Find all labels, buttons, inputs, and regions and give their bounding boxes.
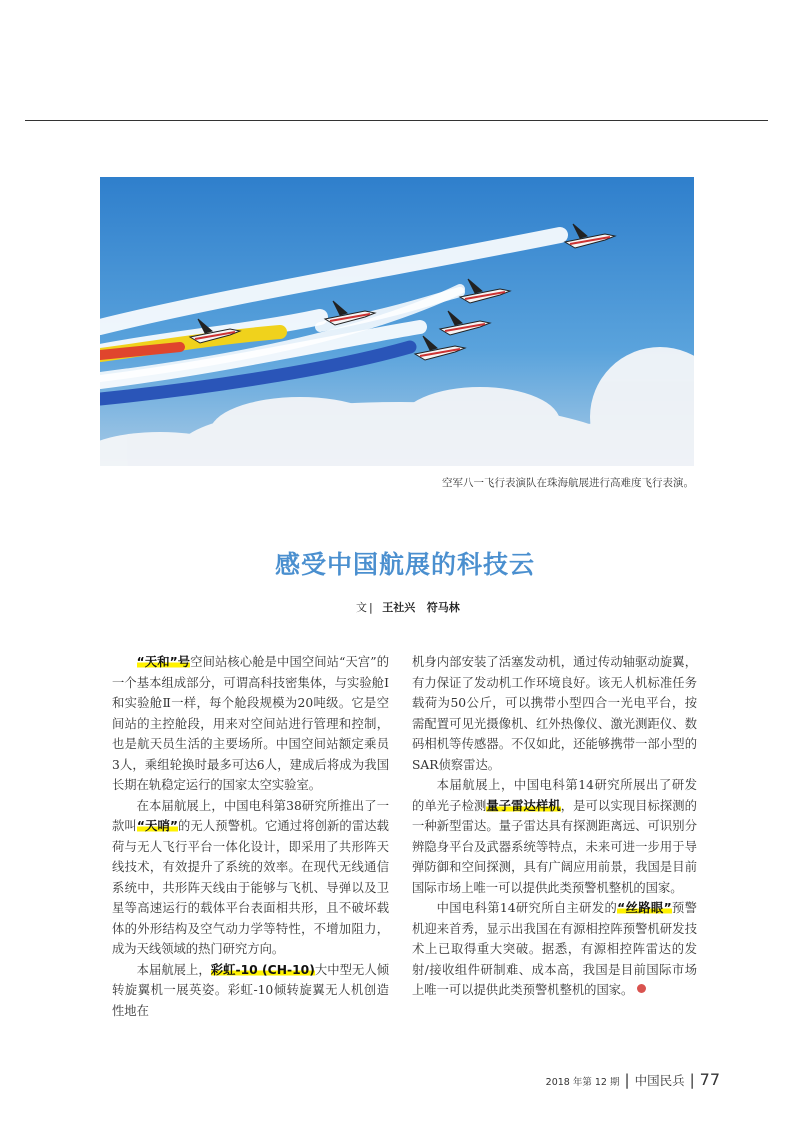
page-number: 77 xyxy=(699,1070,720,1089)
paragraph-text: 中国电科第14研究所自主研发的 xyxy=(436,901,618,915)
article-photo xyxy=(100,177,694,466)
highlight-term: “丝路眼” xyxy=(617,901,672,915)
paragraph xyxy=(112,652,389,796)
text-column-right xyxy=(412,652,697,1001)
paragraph-text: 本届航展上， xyxy=(136,962,211,977)
aerobatic-jets-photo xyxy=(100,177,694,466)
paragraph xyxy=(112,796,389,960)
paragraph-text: ，是可以实现目标探测的一种新型雷达。量子雷达具有探测距离远、可识别分辨隐身平台及武器系统等特点，未来可进一步用于导弹防御和空间探测，具有广阔应用前景，我国是目前国际市场上唯一可以提供此类预警机整机的国家。 xyxy=(412,798,697,895)
paragraph xyxy=(412,775,697,898)
paragraph-text: 的无人预警机。它通过将创新的雷达载荷与无人飞行平台一体化设计，即采用了共形阵天线技术，有效提升了系统的效率。在现代无线通信系统中，共形阵天线由于能够与飞机、导弹以及卫星等高速运行的载体平台表面相共形，且不破坏载体的外形结构及空气动力学等特性，不增加阻力，成为天线领域的热门研究方向。 xyxy=(112,819,389,956)
highlight-term: 量子雷达样机 xyxy=(486,798,561,813)
magazine-name: 中国民兵 xyxy=(634,1073,685,1088)
highlight-term: 彩虹-10 (CH-10) xyxy=(210,962,315,977)
photo-caption: 空军八一飞行表演队在珠海航展进行高难度飞行表演。 xyxy=(442,477,694,489)
paragraph-text: 在本届航展上，中国电科第38研究所推出了一款叫 xyxy=(112,798,389,833)
highlight-term: “天哨” xyxy=(136,819,178,833)
article-title: 感受中国航展的科技云 xyxy=(274,550,535,579)
byline-prefix: 文 xyxy=(356,601,367,614)
byline: 文 | 王社兴 符马林 xyxy=(356,601,460,614)
author: 王社兴 xyxy=(382,601,416,614)
header-rule xyxy=(25,120,768,121)
paragraph-text: 本届航展上，中国电科第14研究所展出了研发的单光子检测 xyxy=(412,778,697,813)
page-footer: 2018 年第 12 期 | 中国民兵 | 77 xyxy=(545,1070,720,1089)
paragraph xyxy=(112,960,389,1022)
paragraph-text: 预警机迎来首秀，显示出我国在有源相控阵预警机研发技术上已取得重大突破。据悉，有源相控阵雷达的发射/接收组件研制难、成本高，我国是目前国际市场上唯一可以提供此类预警机整机的国家。 xyxy=(412,901,697,997)
end-mark-icon xyxy=(637,984,646,993)
author: 符马林 xyxy=(426,601,460,614)
paragraph-text: 大中型无人倾转旋翼机一展英姿。彩虹-10倾转旋翼无人机创造性地在 xyxy=(112,962,389,1018)
paragraph-text: 空间站核心舱是中国空间站“天宫”的一个基本组成部分，可谓高科技密集体，与实验舱Ⅰ和实验舱Ⅱ一样，每个舱段规模为20吨级。它是空间站的主控舱段，用来对空间站进行管理和控制，也是航天员生活的主要场所。中国空间站额定乘员3人，乘组轮换时最多可达6人，建成后将成为我国长期在轨稳定运行的国家太空实验室。 xyxy=(112,655,389,792)
issue-number: 2018 年第 12 期 xyxy=(545,1077,620,1088)
text-column-left xyxy=(112,652,389,1021)
paragraph: 机身内部安装了活塞发动机，通过传动轴驱动旋翼，有力保证了发动机工作环境良好。该无人机标准任务载荷为50公斤，可以携带小型四合一光电平台，按需配置可见光摄像机、红外热像仪、激光测距仪、数码相机等传感器。不仅如此，还能够携带一部小型的SAR侦察雷达。 xyxy=(412,655,697,772)
paragraph xyxy=(412,898,697,1001)
highlight-term: “天和”号 xyxy=(136,655,191,669)
